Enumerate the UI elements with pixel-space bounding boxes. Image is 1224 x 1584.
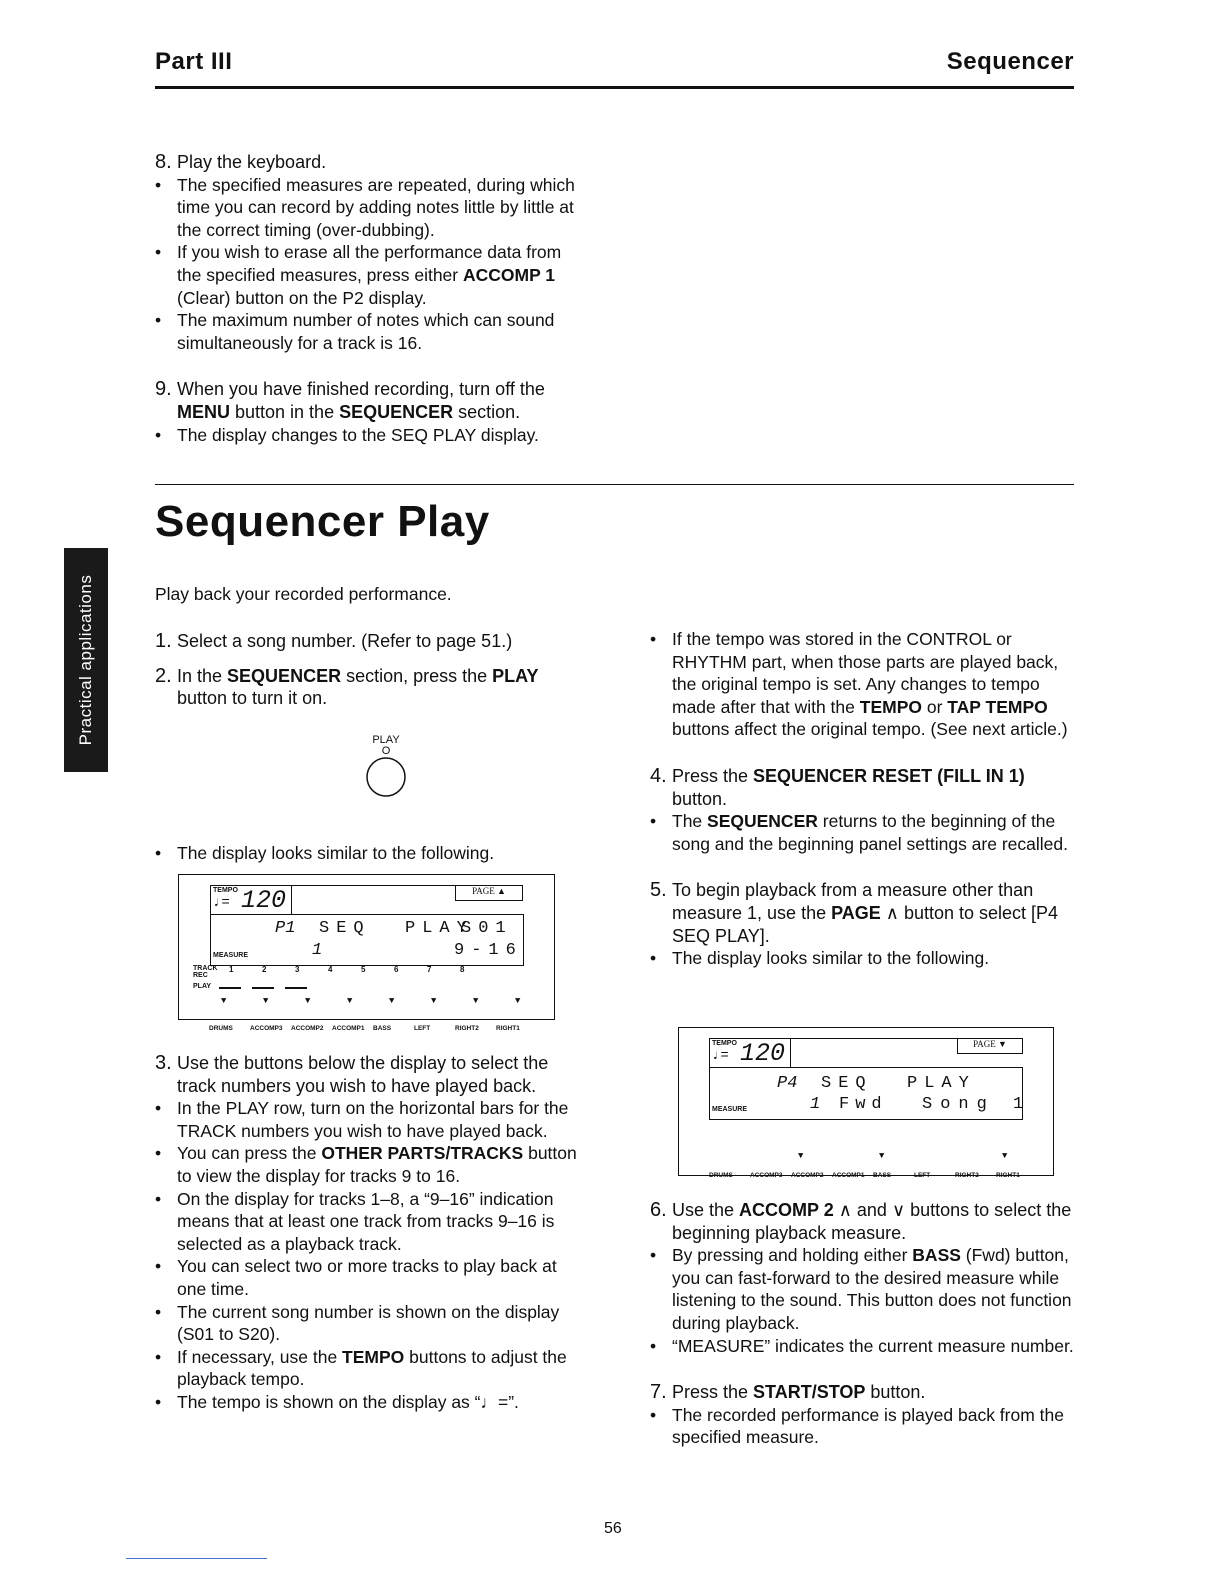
track-select-arrow-icon[interactable]: ▼ [221,996,227,1006]
down-arrow-icon[interactable]: ▼ [798,1151,804,1161]
header-section: Sequencer [946,48,1074,75]
step-1: 1. Select a song number. (Refer to page 51.) [155,630,513,652]
bullet: • The specified measures are repeated, during which time you can record by adding notes little by little at the correct timing (over-dubbing). [155,174,575,240]
lcd-display-p1: TEMPO ♩= 120 PAGE ▲ P1 SEQ PLAY S01 MEASURE 1 9-16 TRACK REC PLAY 1 2 3 4 5 6 7 8 ▼ ▼ ▼ ▼ ▼ ▼ ▼ ▼ DRUMS ACCOMP3 ACCOMP2 ACCOMP1 BASS LEFT RIGHT2 RIGHT1 [178,874,555,1020]
play-button-icon [356,756,416,798]
track-select-arrow-icon[interactable]: ▼ [305,996,311,1006]
button-label: DRUMS [209,1025,233,1032]
bullet: • The SEQUENCER returns to the beginning of the song and the beginning panel settings are recalled. [650,811,1068,854]
step-2: 2. In the SEQUENCER section, press the PLAY button to turn it on. [155,664,539,709]
bullet: • If you wish to erase all the performance data from the specified measures, press either ACCOMP 1 (Clear) button on the P2 display. [155,242,562,308]
page-indicator: PAGE ▼ [957,1038,1023,1054]
play-bar [219,987,241,989]
page-number: 56 [604,1520,622,1537]
bullet: • You can select two or more tracks to play back at one time. [155,1256,557,1299]
bullet: • “MEASURE” indicates the current measure number. [650,1335,1074,1356]
left-column [155,630,583,710]
play-bar [285,987,307,989]
bullet: • The maximum number of notes which can sound simultaneously for a track is 16. [155,310,555,353]
button-label: RIGHT2 [455,1025,479,1032]
track-number: 1 [229,965,234,974]
button-label: ACCOMP1 [332,1025,365,1032]
step-8: 8. Play the keyboard. [155,151,327,173]
button-label: ACCOMP3 [750,1172,783,1179]
button-label: ACCOMP1 [832,1172,865,1179]
button-label: RIGHT1 [996,1172,1020,1179]
step-6: 6. Use the ACCOMP 2 ∧ and ∨ buttons to select the beginning playback measure. [650,1199,1072,1243]
side-tab [64,548,108,772]
button-label: RIGHT1 [496,1025,520,1032]
bullet: • If necessary, use the TEMPO buttons to adjust the playback tempo. [155,1346,567,1390]
tempo-box: TEMPO ♩= 120 [709,1038,791,1068]
track-number: 4 [328,965,333,974]
track-number: 2 [262,965,267,974]
step-7: 7. Press the START/STOP button. [650,1381,926,1404]
bullet: • You can press the OTHER PARTS/TRACKS button to view the display for tracks 9 to 16. [155,1143,577,1186]
play-label: PLAY [372,734,400,746]
intro-text: Play back your recorded performance. [155,584,452,604]
play-button-figure [356,734,416,803]
footer-rule [126,1558,267,1559]
section-rule [155,484,1074,485]
button-label: BASS [873,1172,892,1179]
right-column-2 [650,1199,1078,1449]
lcd-display-p4: TEMPO ♩= 120 PAGE ▼ P4 SEQ PLAY MEASURE 1 Fwd Song 1 ▼ ▼ ▼ DRUMS ACCOMP3 ACCOMP2 ACCOMP1 BASS LEFT RIGHT2 RIGHT1 [678,1027,1054,1176]
page-indicator: PAGE ▲ [455,885,523,901]
track-select-arrow-icon[interactable]: ▼ [515,996,521,1006]
down-arrow-icon[interactable]: ▼ [1002,1151,1008,1161]
left-column-2 [155,1052,583,1414]
bullet: • In the PLAY row, turn on the horizontal bars for the TRACK numbers you wish to have played back. [155,1098,569,1141]
display-bullet [155,842,583,865]
track-select-arrow-icon[interactable]: ▼ [347,996,353,1006]
play-led: O [381,745,391,757]
down-arrow-icon[interactable]: ▼ [879,1151,885,1161]
step-4: 4. Press the SEQUENCER RESET (FILL IN 1) button. [650,764,1025,809]
bullet: • By pressing and holding either BASS (Fwd) button, you can fast-forward to the desired measure while listening to the sound. This button does not function during playback. [650,1245,1072,1333]
button-label: ACCOMP2 [791,1172,824,1179]
step-3: 3. Use the buttons below the display to select the track numbers you wish to have played back. [155,1052,549,1096]
side-tab-label: Practical applications [76,574,95,746]
bullet: • The display changes to the SEQ PLAY display. [155,424,539,445]
button-label: ACCOMP2 [291,1025,324,1032]
bullet: • If the tempo was stored in the CONTROL or RHYTHM part, when those parts are played back, the original tempo is set. Any changes to tempo made after that with the TEMPO or TAP TEMPO buttons affect the original tempo. (See next article.) [650,629,1068,740]
track-number: 7 [427,965,432,974]
top-section [155,151,583,446]
header-part: Part III [155,48,233,75]
track-number: 6 [394,965,399,974]
section-title: Sequencer Play [155,497,490,546]
bullet: • The recorded performance is played back from the specified measure. [650,1404,1064,1448]
track-select-arrow-icon[interactable]: ▼ [263,996,269,1006]
tempo-box: TEMPO ♩= 120 [210,885,292,915]
step-9: 9. When you have finished recording, turn off the MENU button in the SEQUENCER section. [155,378,545,422]
header-rule [155,86,1074,89]
track-select-arrow-icon[interactable]: ▼ [431,996,437,1006]
button-label: DRUMS [709,1172,733,1179]
button-label: ACCOMP3 [250,1025,283,1032]
button-label: LEFT [414,1025,431,1032]
bullet: • The current song number is shown on the display (S01 to S20). [155,1301,560,1345]
button-label: LEFT [914,1172,931,1179]
button-label: RIGHT2 [955,1172,979,1179]
step-5: 5. To begin playback from a measure other than measure 1, use the PAGE ∧ button to select [P4 SEQ PLAY]. [650,879,1059,946]
bullet: • The tempo is shown on the display as “♩=”. [155,1391,519,1412]
play-bar [252,987,274,989]
bullet: • The display looks similar to the following. [650,948,990,969]
track-number: 3 [295,965,300,974]
track-select-arrow-icon[interactable]: ▼ [389,996,395,1006]
button-label: BASS [373,1025,392,1032]
bullet: • On the display for tracks 1–8, a “9–16” indication means that at least one track from tracks 9–16 is selected as a playback track. [155,1188,555,1254]
track-number: 5 [361,965,366,974]
bullet: • The display looks similar to the following. [155,843,495,863]
track-select-arrow-icon[interactable]: ▼ [473,996,479,1006]
right-column [650,628,1078,970]
tempo-value: 120 [241,886,287,915]
track-number: 8 [460,965,465,974]
